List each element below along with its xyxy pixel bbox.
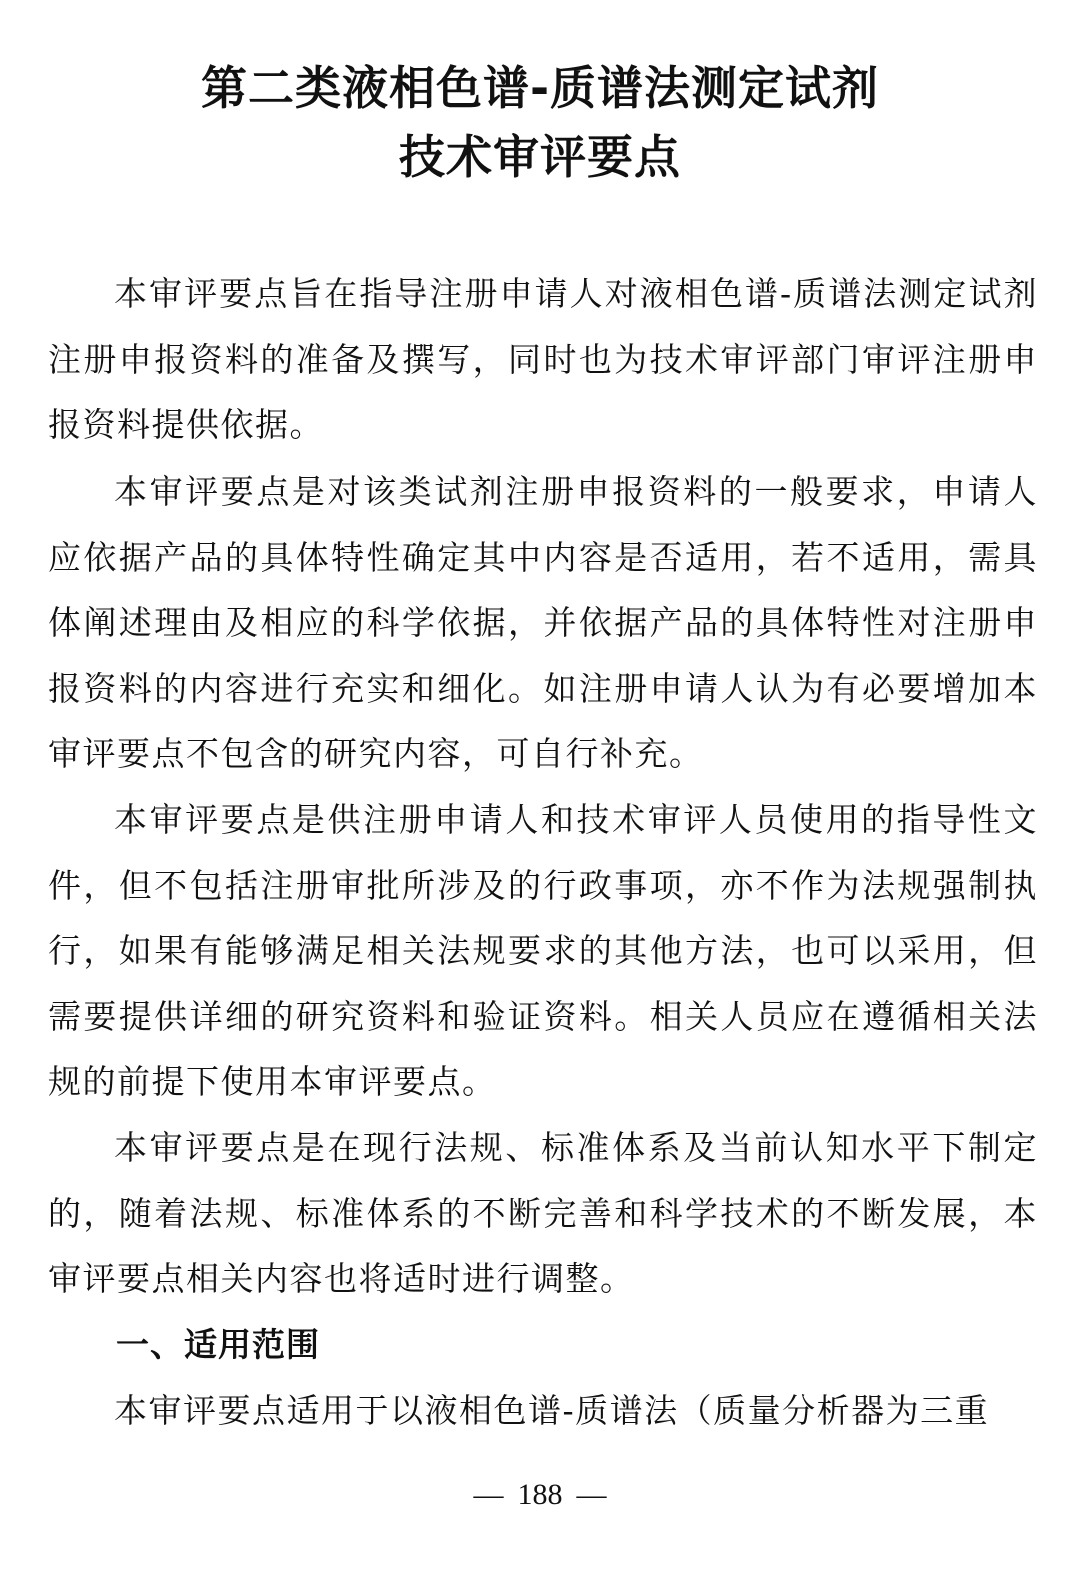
footer-dash-left: — bbox=[473, 1478, 504, 1511]
paragraph-guidance-nature: 本审评要点是供注册申请人和技术审评人员使用的指导性文件，但不包括注册审批所涉及的行政事项，亦不作为法规强制执行，如果有能够满足相关法规要求的其他方法，也可以采用，但需要提供详细的研究资料和验证资料。相关人员应在遵循相关法规的前提下使用本审评要点。 bbox=[48, 800, 1038, 1101]
paragraph-purpose: 本审评要点旨在指导注册申请人对液相色谱-质谱法测定试剂注册申报资料的准备及撰写，同时也为技术审评部门审评注册申报资料提供依据。 bbox=[48, 274, 1038, 444]
page-footer bbox=[0, 1470, 1080, 1520]
paragraph-revision-note: 本审评要点是在现行法规、标准体系及当前认知水平下制定的，随着法规、标准体系的不断完善和科学技术的不断发展，本审评要点相关内容也将适时进行调整。 bbox=[48, 1128, 1038, 1298]
page-number: 188 bbox=[517, 1478, 563, 1511]
footer-dash-right: — bbox=[576, 1478, 607, 1511]
section-heading-scope: 一、适用范围 bbox=[116, 1325, 320, 1364]
paragraph-general-requirements: 本审评要点是对该类试剂注册申报资料的一般要求，申请人应依据产品的具体特性确定其中内容是否适用，若不适用，需具体阐述理由及相应的科学依据，并依据产品的具体特性对注册申报资料的内容进行充实和细化。如注册申请人认为有必要增加本审评要点不包含的研究内容，可自行补充。 bbox=[48, 472, 1038, 773]
document-title-line1: 第二类液相色谱-质谱法测定试剂 bbox=[200, 61, 880, 115]
document-title-line2: 技术审评要点 bbox=[399, 130, 681, 184]
paragraph-scope: 本审评要点适用于以液相色谱-质谱法（质量分析器为三重 bbox=[114, 1391, 990, 1430]
